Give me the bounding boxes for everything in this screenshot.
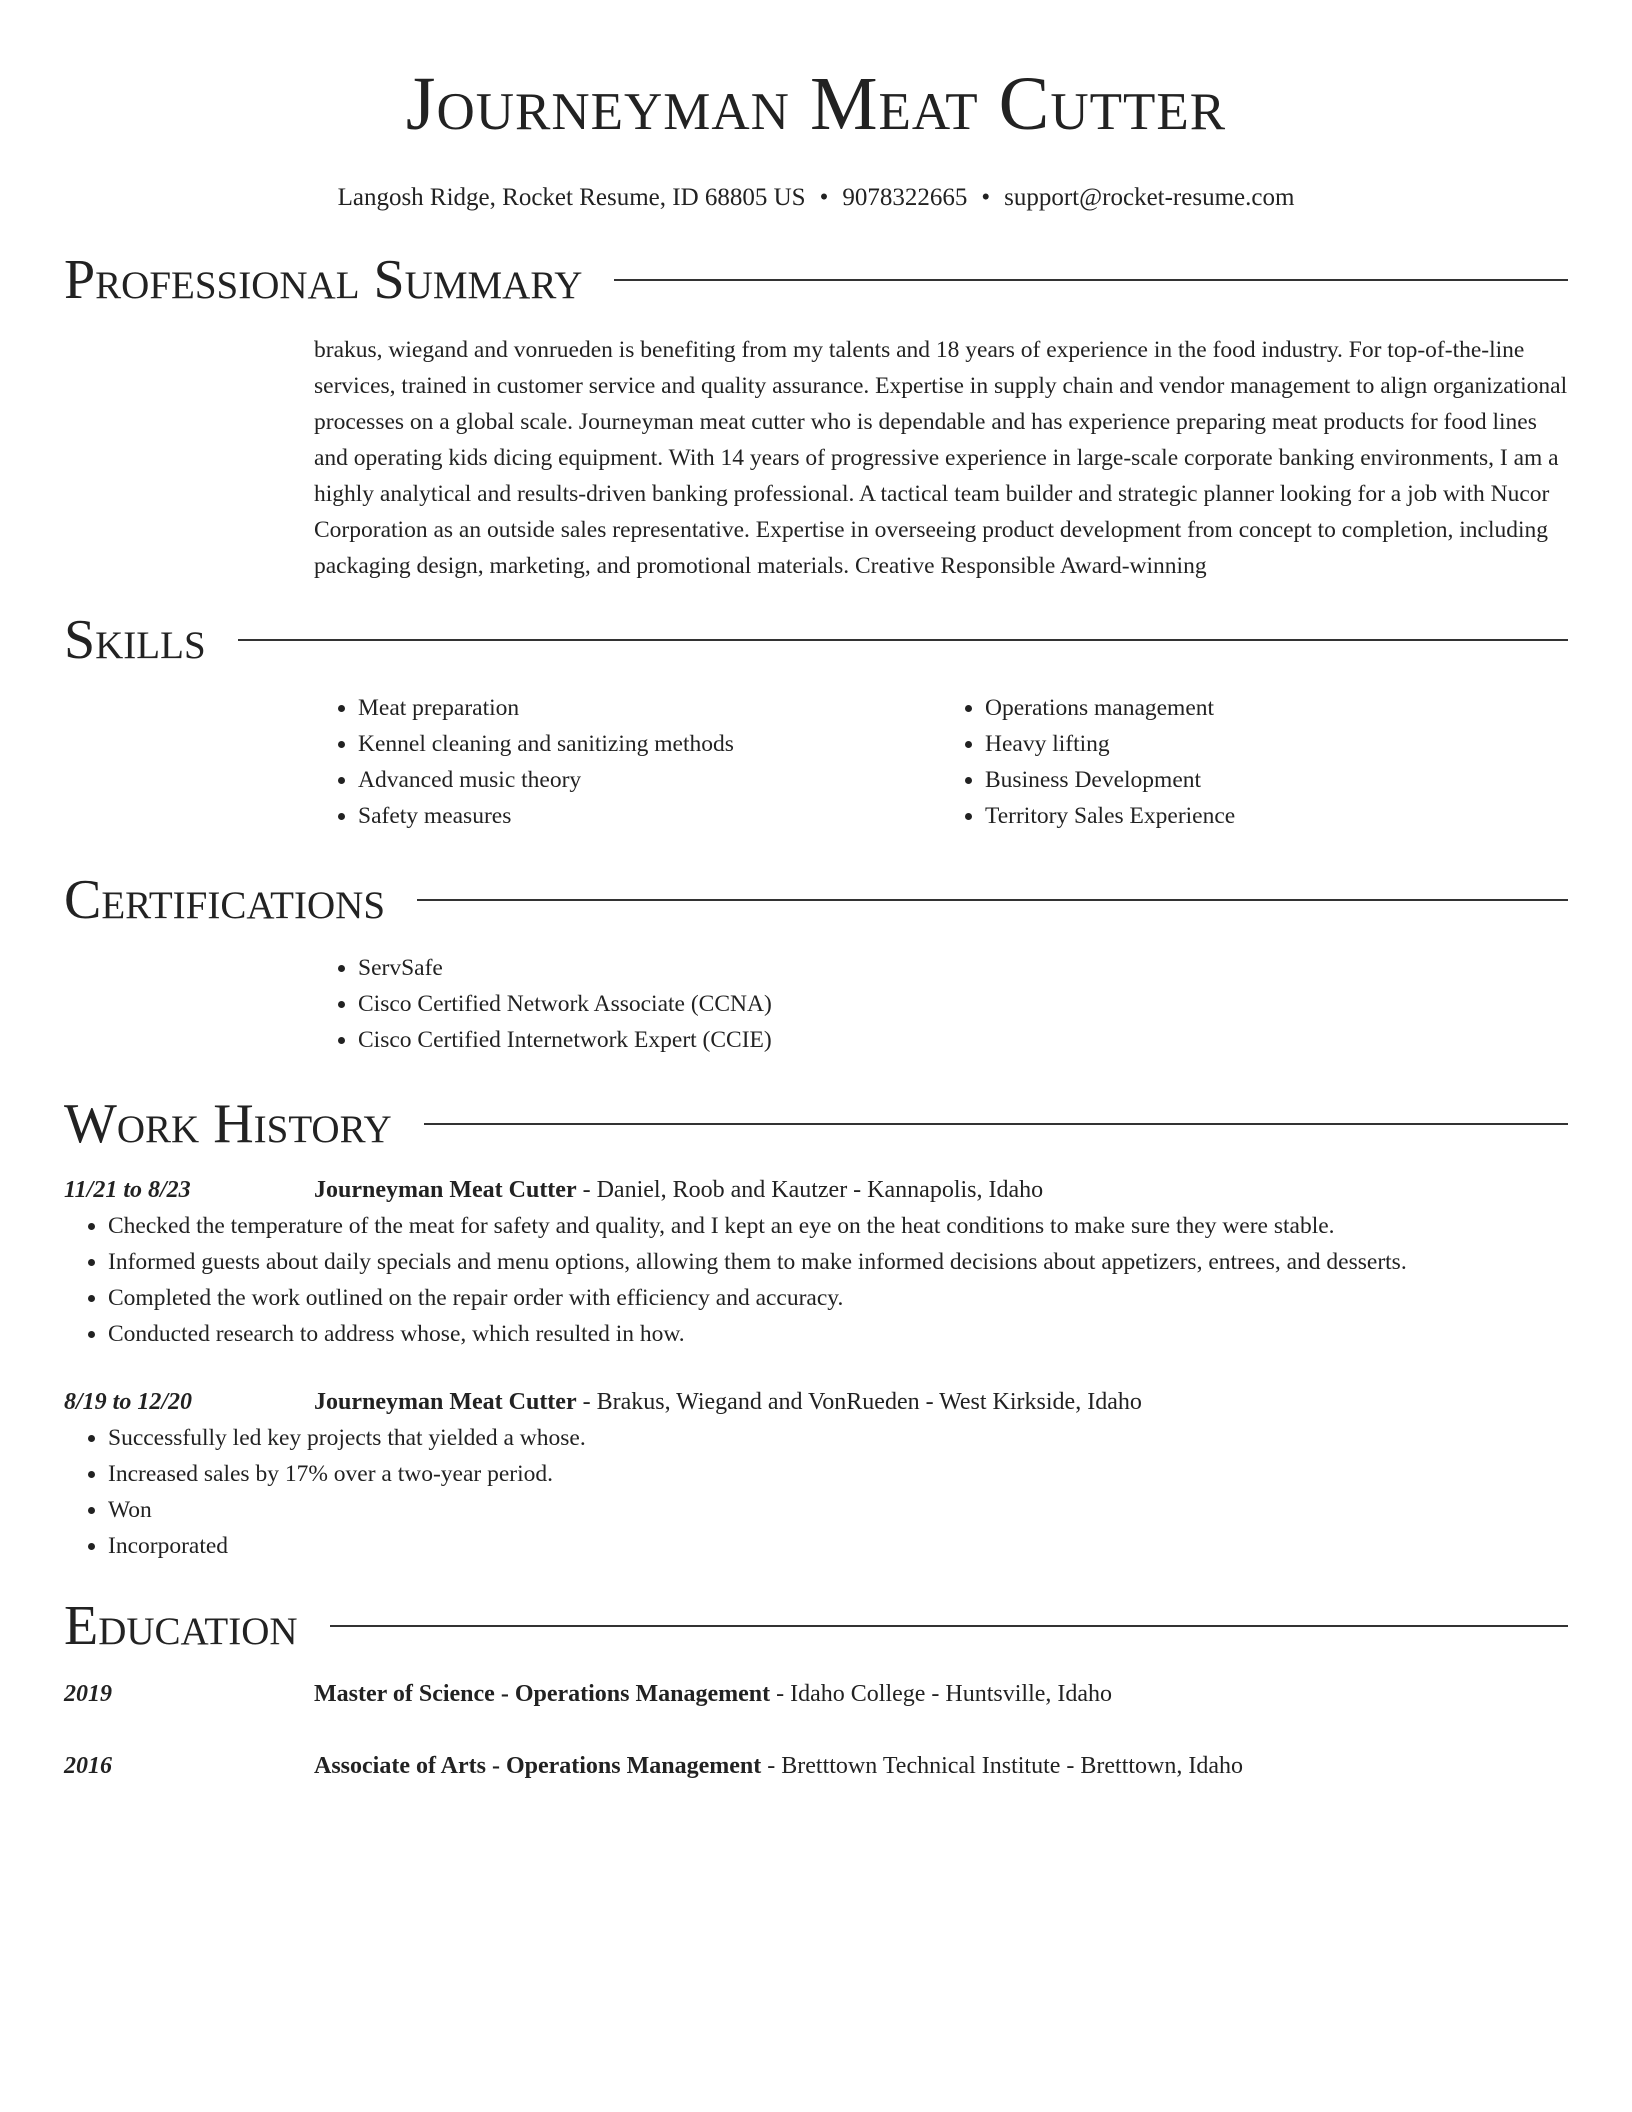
job-bullets: [64, 1208, 1568, 1352]
education-degree: Master of Science - Operations Management: [314, 1681, 771, 1707]
job-heading: [314, 1172, 1568, 1208]
certification-item: • Cisco Certified Network Associate (CCNA): [358, 986, 1568, 1022]
skill-item: • Territory Sales Experience: [985, 798, 1568, 834]
skill-item: • Safety measures: [358, 798, 941, 834]
certification-item: • Cisco Certified Internetwork Expert (CCIE): [358, 1022, 1568, 1058]
work-history-title: Work History: [64, 1093, 392, 1155]
section-divider: [614, 279, 1568, 281]
job-bullets: [64, 1420, 1568, 1564]
job-entry: [64, 1172, 1568, 1352]
address: Langosh Ridge, Rocket Resume, ID 68805 US: [337, 184, 806, 211]
skills-grid: [314, 690, 1568, 834]
section-heading: [64, 1592, 1568, 1660]
candidate-name: Journeyman Meat Cutter: [405, 62, 1227, 146]
job-bullet: • Won: [108, 1492, 1568, 1528]
job-heading: [314, 1384, 1568, 1420]
resume-header: [64, 0, 1568, 214]
section-heading: [64, 606, 1568, 674]
job-dates: 11/21 to 8/23: [64, 1177, 191, 1203]
job-details: - Daniel, Roob and Kautzer - Kannapolis, Idaho: [576, 1177, 1044, 1203]
education-details: - Bretttown Technical Institute - Bretttown, Idaho: [761, 1753, 1244, 1779]
education-heading: [314, 1748, 1568, 1784]
separator: •: [819, 184, 829, 211]
job-bullet: • Completed the work outlined on the repair order with efficiency and accuracy.: [108, 1280, 1568, 1316]
summary-section: [64, 246, 1568, 584]
skills-title: Skills: [64, 609, 206, 671]
job-dates: 8/19 to 12/20: [64, 1389, 193, 1415]
certifications-list: [314, 950, 1568, 1058]
skills-list-right: [941, 690, 1568, 834]
job-bullet: • Increased sales by 17% over a two-year period.: [108, 1456, 1568, 1492]
job-bullet: • Successfully led key projects that yielded a whose.: [108, 1420, 1568, 1456]
skill-item: • Operations management: [985, 690, 1568, 726]
job-bullet: • Informed guests about daily specials and menu options, allowing them to make informed decisions about appetizers, entrees, and desserts.: [108, 1244, 1568, 1280]
job-role: Journeyman Meat Cutter: [314, 1389, 577, 1415]
skill-item: • Meat preparation: [358, 690, 941, 726]
skill-item: • Business Development: [985, 762, 1568, 798]
education-heading: [314, 1676, 1568, 1712]
job-bullet: • Checked the temperature of the meat for safety and quality, and I kept an eye on the heat conditions to make sure they were stable.: [108, 1208, 1568, 1244]
separator: •: [981, 184, 991, 211]
summary-text: brakus, wiegand and vonrueden is benefiting from my talents and 18 years of experience in the food industry. For top-of-the-line services, trained in customer service and quality assurance. Expertise in supply chain and vendor management to align organizational processes on a global scale. Journeyman meat cutter who is dependable and has experience preparing meat products for food lines and operating kids dicing equipment. With 14 years of progressive experience in large-scale corporate banking environments, I am a highly analytical and results-driven banking professional. A tactical team builder and strategic planner looking for a job with Nucor Corporation as an outside sales representative. Expertise in overseeing product development from concept to completion, including packaging design, marketing, and promotional materials. Creative Responsible Award-winning: [314, 337, 1568, 579]
section-divider: [424, 1123, 1568, 1125]
skill-item: • Kennel cleaning and sanitizing methods: [358, 726, 941, 762]
certifications-section: [64, 866, 1568, 1058]
email: support@rocket-resume.com: [1004, 184, 1295, 211]
phone: 9078322665: [842, 184, 968, 211]
work-history-section: [64, 1090, 1568, 1564]
job-bullet: • Incorporated: [108, 1528, 1568, 1564]
education-year: 2016: [64, 1753, 112, 1779]
education-year: 2019: [64, 1681, 112, 1707]
certification-item: • ServSafe: [358, 950, 1568, 986]
section-divider: [238, 639, 1568, 641]
job-bullet: • Conducted research to address whose, which resulted in how.: [108, 1316, 1568, 1352]
section-heading: [64, 866, 1568, 934]
section-heading: [64, 246, 1568, 314]
education-entry: [64, 1748, 1568, 1784]
section-divider: [417, 899, 1568, 901]
skill-item: • Heavy lifting: [985, 726, 1568, 762]
section-divider: [330, 1625, 1568, 1627]
skills-section: [64, 606, 1568, 834]
certifications-title: Certifications: [64, 869, 386, 931]
education-details: - Idaho College - Huntsville, Idaho: [770, 1681, 1113, 1707]
education-degree: Associate of Arts - Operations Management: [314, 1753, 762, 1779]
job-role: Journeyman Meat Cutter: [314, 1177, 577, 1203]
education-entry: [64, 1676, 1568, 1712]
job-details: - Brakus, Wiegand and VonRueden - West Kirkside, Idaho: [576, 1389, 1142, 1415]
summary-title: Professional Summary: [64, 249, 583, 311]
skills-list-left: [314, 690, 941, 834]
job-entry: [64, 1384, 1568, 1564]
education-title: Education: [64, 1595, 298, 1657]
contact-line: [64, 182, 1568, 214]
skill-item: • Advanced music theory: [358, 762, 941, 798]
education-section: [64, 1592, 1568, 1784]
section-heading: [64, 1090, 1568, 1158]
